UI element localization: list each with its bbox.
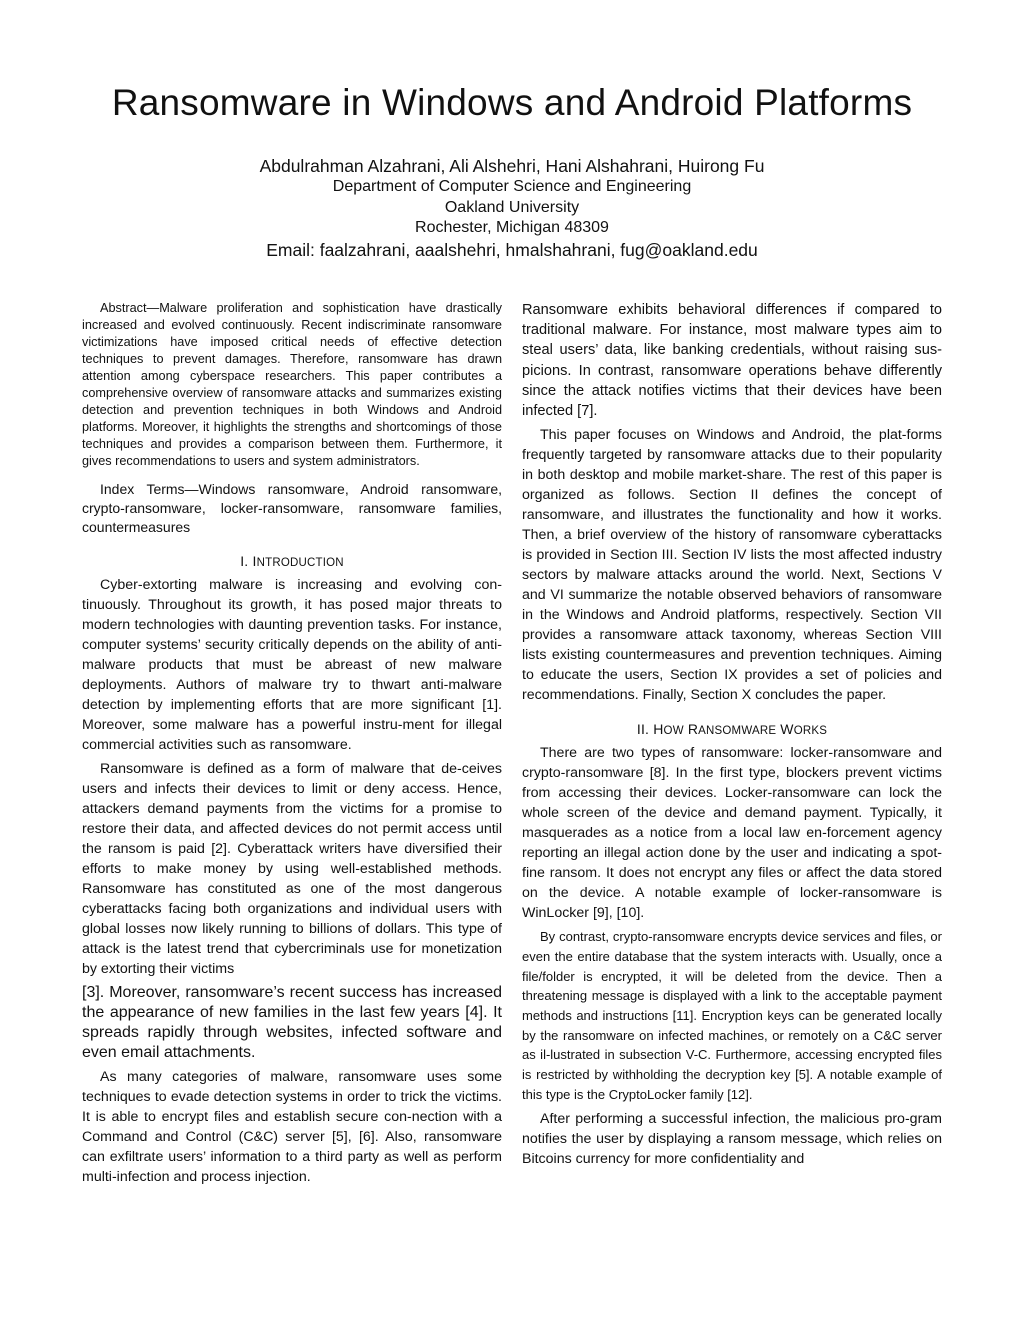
types-paragraph: There are two types of ransomware: locker-ransomware and crypto-ransomware [8]. In the first type, blockers prevent victims from accessing their devices. Locker-ransomware can lock the whole screen of the device and demand payment. Typically, it masquerades as a notice from a local law en-forcement agency reporting an illegal action done by the user and indicating a spot-fine ransom. It does not encrypt any files or affect the data stored on the device. A notable example of locker-ransomware is WinLocker [9], [10]. bbox=[522, 745, 942, 922]
heading-word-2-rest: ANSOMWARE bbox=[698, 725, 777, 738]
organization-paragraph: This paper focuses on Windows and Android, the plat-forms frequently targeted by ransomware attacks due to their popularity in both desktop and mobile market-share. The rest of this paper is organized as follows. Section II defines the concept of ransomware, and illustrates the functionality and how it works. Then, a brief overview of the history of ransomware cyberattacks is provided in Section III. Section IV lists the most affected industry sectors by malware attacks around the world. Next, Sections V and VI summarize the notable observed behaviors of ransomware in the Windows and Android platforms, respectively. Section VII provides a ransomware attack taxonomy, whereas Section VIII lists existing countermeasures and prevention techniques. Aiming to educate the users, Section IX provides a set of policies and recommendations. Finally, Section X concludes the paper. bbox=[522, 427, 942, 704]
section-heading-introduction bbox=[82, 553, 502, 569]
author-emails: Email: faalzahrani, aaalshehri, hmalshahrani, fug@oakland.edu bbox=[266, 239, 758, 260]
left-column bbox=[82, 300, 502, 1187]
intro-paragraph-1: Cyber-extorting malware is increasing and evolving con-tinuously. Throughout its growth, it has posed major threats to modern technologies with daunting prevention tasks. For instance, computer systems’ security critically depends on the ability of anti-malware products that must be abreast of new malware deployments. Authors of malware try to thwart anti-malware detection by implementing efforts that are more significant [1]. Moreover, some malware has a powerful instru-ment for illegal commercial activities such as ransomware. bbox=[82, 577, 502, 753]
crypto-paragraph: By contrast, crypto-ransomware encrypts device services and files, or even the entire database that the system interacts with. Usually, once a file/folder is encrypted, it will be deleted from the device. Then a threatening message is displayed with a link to the acceptable payment methods and instructions [11]. Encryption keys can be generated locally by the ransomware on infected machines, or remotely on a C&C server as il-lustrated in subsection V-C. Furthermore, accessing encrypted files is restricted by withholding the decryption key [5]. A notable example of this type is the CryptoLocker family [12]. bbox=[522, 929, 942, 1102]
heading-word-3-rest: ORKS bbox=[793, 725, 828, 738]
section-number: I. bbox=[240, 553, 249, 569]
section-number: II. bbox=[636, 721, 650, 738]
heading-word-1-initial: H bbox=[653, 721, 664, 738]
section-title-rest: NTRODUCTION bbox=[256, 557, 344, 569]
location: Rochester, Michigan 48309 bbox=[415, 219, 609, 236]
heading-word-1-rest: OW bbox=[663, 725, 684, 738]
intro-paragraph-4: As many categories of malware, ransomware uses some techniques to evade detection systems in order to trick the victims. It is able to encrypt files and establish secure con-nection with a Command and Control (C&C) server [5], [6]. Also, ransomware can exfiltrate users’ information to a third party as well as perform multi-infection and process injection. bbox=[82, 1069, 502, 1185]
index-terms: Index Terms—Windows ransomware, Android ransomware, crypto-ransomware, locker-ransomware, ransomware families, countermeasures bbox=[82, 481, 502, 535]
section-title-initial: I bbox=[252, 553, 257, 569]
abstract: Abstract—Malware proliferation and sophistication have drastically increased and evolved continuously. Recent indiscriminate ransomware victimizations have imposed critical needs of effective detection techniques to prevent damages. Therefore, ransomware has drawn attention among cyberspace researchers. This paper contributes a comprehensive overview of ransomware attacks and summarizes existing detection and prevention techniques in both Windows and Android platforms. Moreover, it highlights the strengths and shortcomings of those techniques and provides a comparison between them. Furthermore, it gives recommendations to users and system administrators. bbox=[82, 301, 502, 468]
paper-title: Ransomware in Windows and Android Platforms bbox=[111, 82, 913, 123]
infection-paragraph: After performing a successful infection, the malicious pro-gram notifies the user by displaying a ransom message, which relies on Bitcoins currency for more confidentiality and bbox=[522, 1110, 942, 1167]
behavior-paragraph: Ransomware exhibits behavioral differences if compared to traditional malware. For instance, most malware types aim to steal users’ data, like banking credentials, without raising sus-picions. In contrast, ransomware operations behave differently since the attack notifies victims that their devices have been infected [7]. bbox=[522, 302, 942, 420]
author-block bbox=[0, 155, 1024, 261]
heading-word-3-initial: W bbox=[780, 721, 794, 738]
section-heading-how-ransomware-works bbox=[522, 721, 942, 737]
author-names: Abdulrahman Alzahrani, Ali Alshehri, Hani Alshahrani, Huirong Fu bbox=[259, 156, 765, 176]
right-column bbox=[522, 300, 942, 1169]
university: Oakland University bbox=[444, 198, 580, 216]
heading-word-2-initial: R bbox=[687, 721, 699, 738]
department: Department of Computer Science and Engineering bbox=[332, 178, 692, 195]
intro-paragraph-2: Ransomware is defined as a form of malware that de-ceives users and infects their devices to limit or deny access. Hence, attackers demand payments from the victims for a promise to restore their data, and affected devices do not permit access until the ransom is paid [2]. Cyberattack writers have diversified their efforts to make money by using well-established methods. Ransomware has constituted as one of the most dangerous cyberattacks facing both organizations and individual users with global losses now likely running to billions of dollars. This type of attack is the latest trend that cybercriminals use for monetization by extorting their victims bbox=[82, 761, 502, 977]
intro-paragraph-3: [3]. Moreover, ransomware’s recent success has increased the appearance of new families in the last few years [4]. It spreads rapidly through websites, infected software and even email attachments. bbox=[82, 984, 502, 1061]
